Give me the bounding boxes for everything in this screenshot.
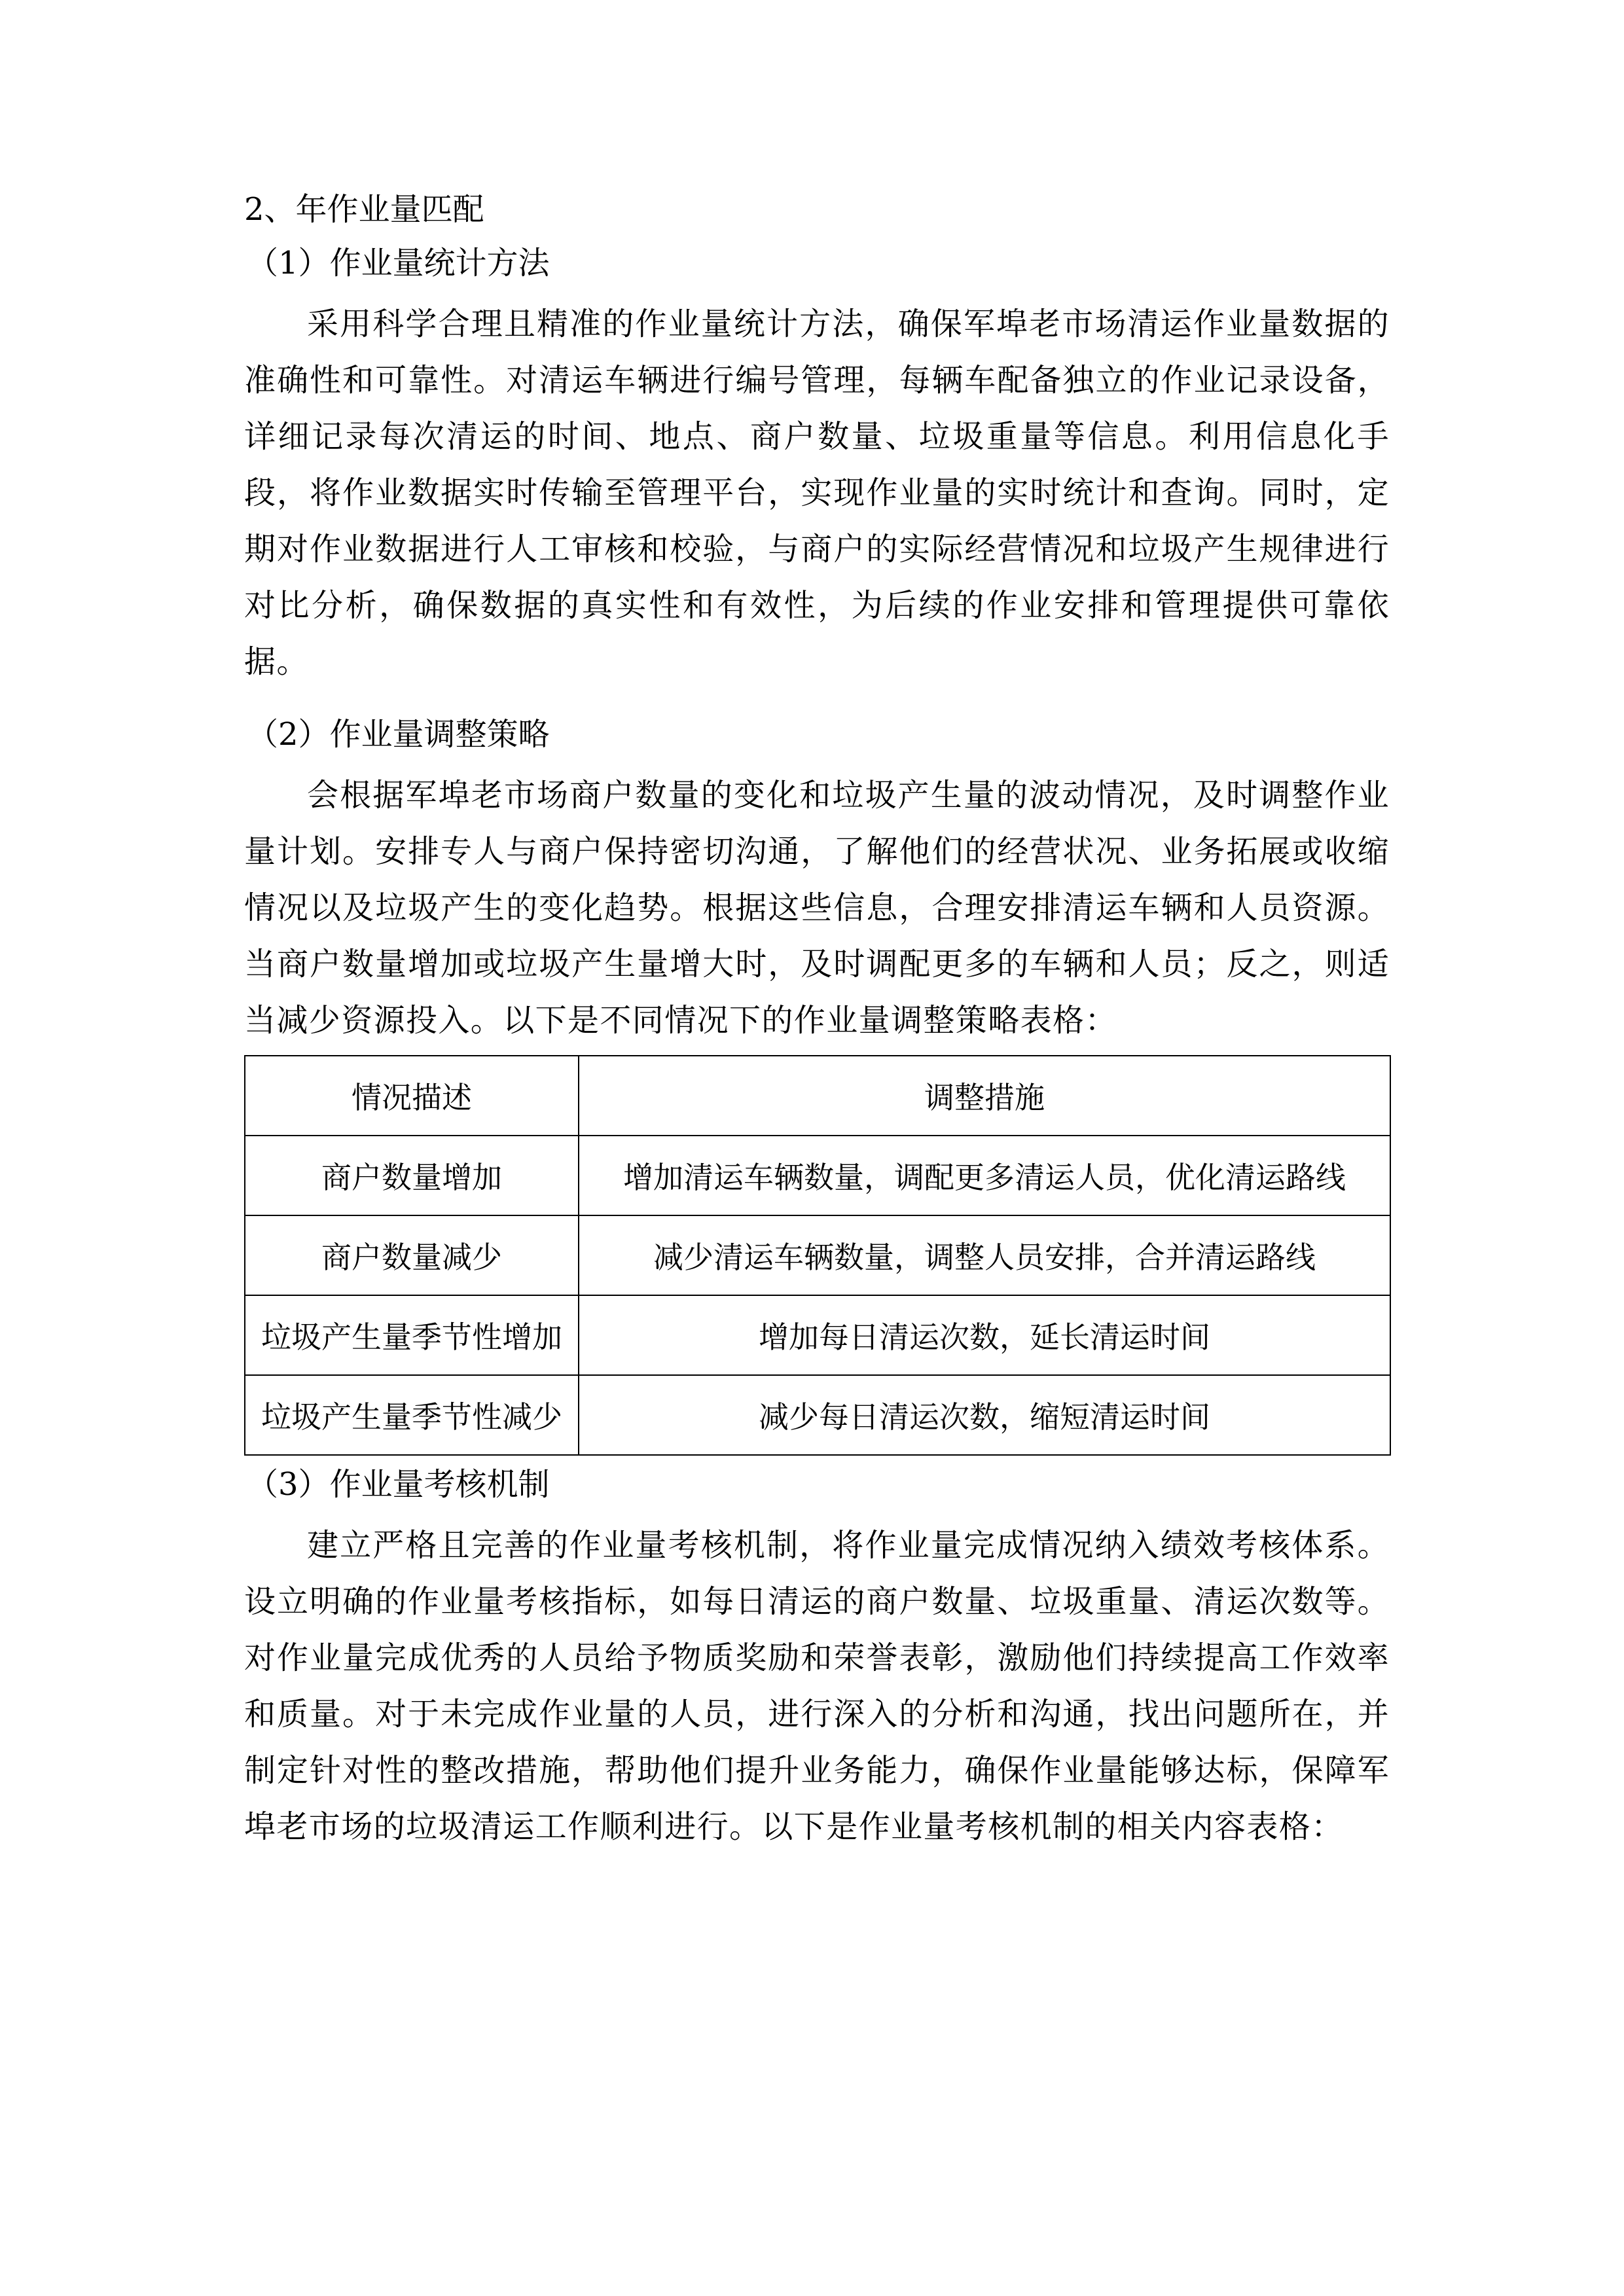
table-cell-measure: 增加清运车辆数量，调配更多清运人员，优化清运路线 [579,1136,1390,1215]
table-header-cell: 调整措施 [579,1056,1390,1136]
table-row [245,1375,1390,1455]
section-title: 2、年作业量匹配 [244,191,484,228]
subsection-title-3: （3）作业量考核机制 [247,1466,550,1503]
table-cell-situation: 商户数量增加 [245,1136,579,1215]
table-cell-measure: 增加每日清运次数，延长清运时间 [579,1295,1390,1375]
table-row [245,1136,1390,1215]
adjustment-strategy-table [244,1055,1391,1456]
page-content [244,190,1390,1855]
table-row [245,1215,1390,1295]
paragraph-adjustment-strategy: 会根据军埠老市场商户数量的变化和垃圾产生量的波动情况，及时调整作业量计划。安排专人与商户保持密切沟通，了解他们的经营状况、业务拓展或收缩情况以及垃圾产生的变化趋势。根据这些信息，合理安排清运车辆和人员资源。当商户数量增加或垃圾产生量增大时，及时调配更多的车辆和人员；反之，则适当减少资源投入。以下是不同情况下的作业量调整策略表格： [244,777,1390,1039]
subsection-title-1: （1）作业量统计方法 [247,245,550,281]
table-row [245,1295,1390,1375]
table-cell-situation: 商户数量减少 [245,1215,579,1295]
table-cell-situation: 垃圾产生量季节性增加 [245,1295,579,1375]
paragraph-statistics-method: 采用科学合理且精准的作业量统计方法，确保军埠老市场清运作业量数据的准确性和可靠性。对清运车辆进行编号管理，每辆车配备独立的作业记录设备，详细记录每次清运的时间、地点、商户数量、垃圾重量等信息。利用信息化手段，将作业数据实时传输至管理平台，实现作业量的实时统计和查询。同时，定期对作业数据进行人工审核和校验，与商户的实际经营情况和垃圾产生规律进行对比分析，确保数据的真实性和有效性，为后续的作业安排和管理提供可靠依据。 [244,306,1390,680]
subsection-title-2: （2）作业量调整策略 [247,716,550,753]
table-header-cell: 情况描述 [245,1056,579,1136]
table-cell-measure: 减少每日清运次数，缩短清运时间 [579,1375,1390,1455]
table-cell-measure: 减少清运车辆数量，调整人员安排，合并清运路线 [579,1215,1390,1295]
table-header-row [245,1056,1390,1136]
table-cell-situation: 垃圾产生量季节性减少 [245,1375,579,1455]
paragraph-assessment-mechanism: 建立严格且完善的作业量考核机制，将作业量完成情况纳入绩效考核体系。设立明确的作业量考核指标，如每日清运的商户数量、垃圾重量、清运次数等。对作业量完成优秀的人员给予物质奖励和荣誉表彰，激励他们持续提高工作效率和质量。对于未完成作业量的人员，进行深入的分析和沟通，找出问题所在，并制定针对性的整改措施，帮助他们提升业务能力，确保作业量能够达标，保障军埠老市场的垃圾清运工作顺利进行。以下是作业量考核机制的相关内容表格： [244,1527,1390,1845]
